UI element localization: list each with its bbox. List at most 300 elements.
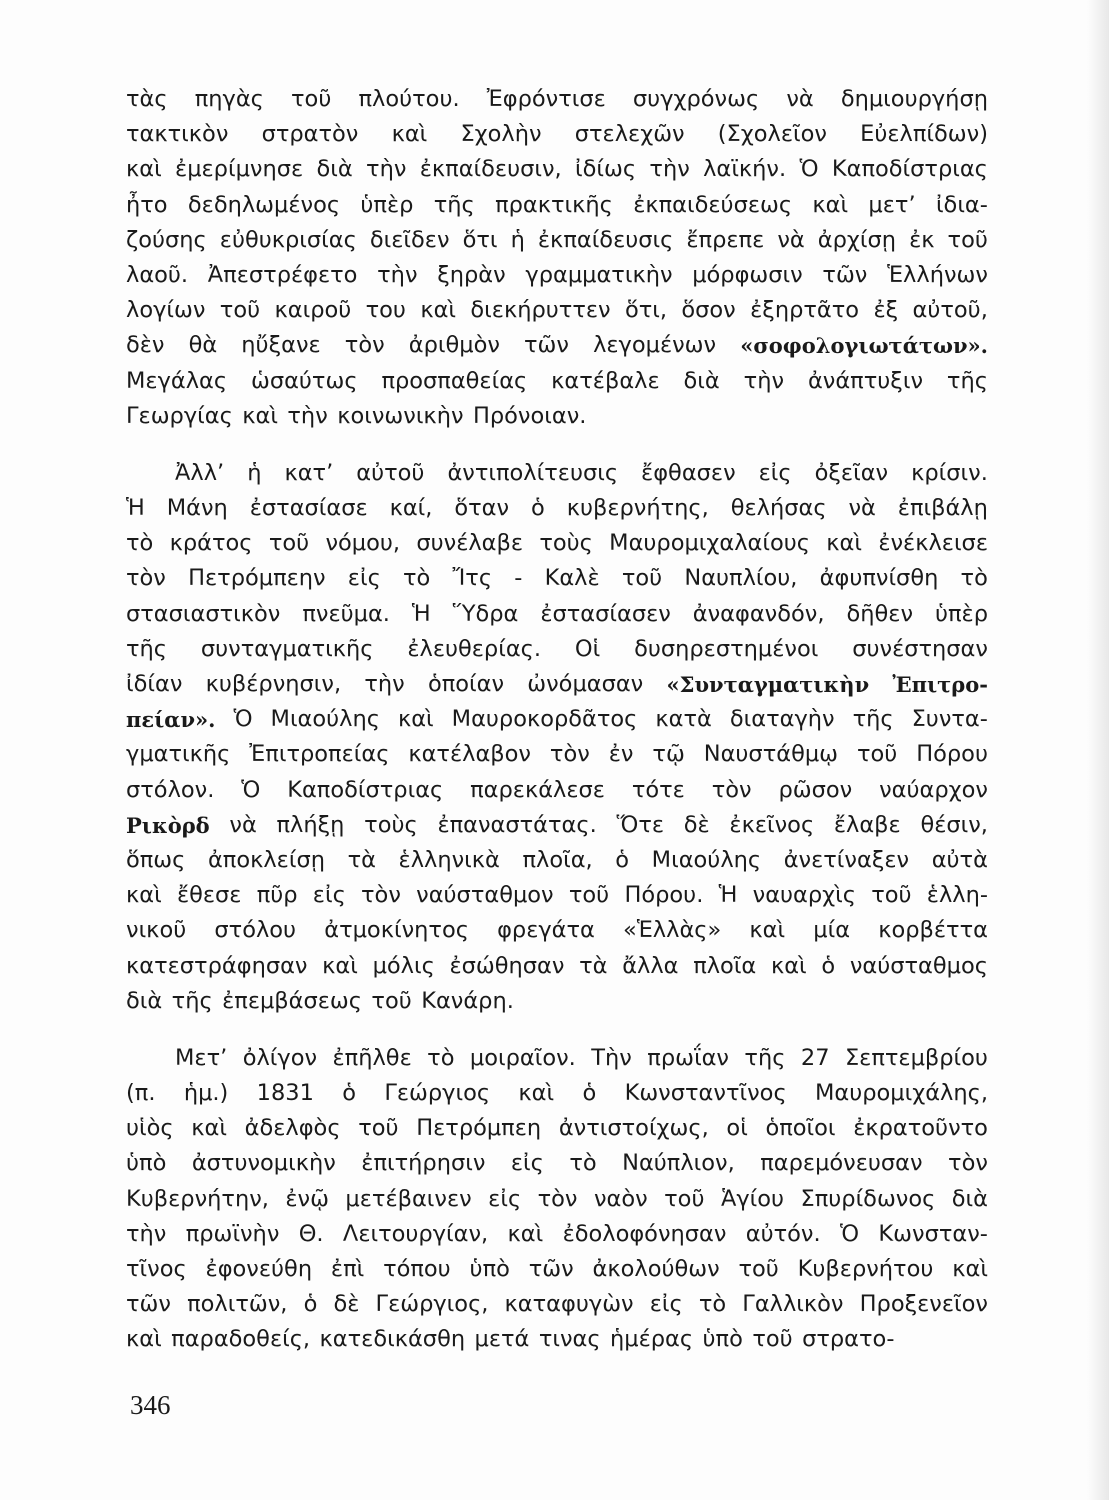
word: καὶ: [242, 402, 278, 429]
word: Ἡ: [126, 495, 145, 522]
word: κατὰ: [655, 706, 712, 733]
word: μόρφωσιν: [692, 261, 803, 288]
word: δημιουργήσῃ: [840, 86, 988, 112]
word: (π.: [126, 1080, 156, 1107]
word: τὸν: [711, 776, 752, 803]
word: ἐνέκλεισε: [878, 530, 988, 557]
word: ἀντιστοίχως,: [558, 1115, 709, 1142]
word: τὰ: [579, 952, 608, 979]
bold-word: Ρικὸρδ: [126, 812, 210, 838]
word: τῆς: [852, 706, 894, 733]
paragraph: [126, 1041, 988, 1358]
word: οἱ: [726, 1115, 748, 1142]
word: πρωΐαν: [647, 1044, 729, 1071]
word: αὐτόν.: [745, 1220, 821, 1247]
word: Ἀλλ’: [175, 459, 225, 486]
word: 27: [800, 1044, 830, 1071]
word: καί,: [389, 495, 433, 522]
word: μετέβαινεν: [345, 1185, 472, 1212]
bold-word: «Συνταγματικὴν: [666, 672, 870, 697]
word: ἐπιτήρησιν: [361, 1150, 486, 1177]
word: ἐξηρτᾶτο: [750, 297, 860, 324]
word: Γαλλικὸν: [742, 1291, 844, 1318]
word: Κυβερνήτην,: [126, 1185, 269, 1212]
word: λαϊκήν.: [703, 156, 787, 183]
word: «Ἑλλὰς»: [623, 917, 722, 944]
word: ἐν: [608, 741, 634, 768]
word: τῆς: [126, 635, 168, 662]
word: τὴν: [126, 1220, 167, 1247]
word: Ὁ: [233, 706, 253, 733]
word: τὸ: [126, 530, 154, 557]
word: Μάνη: [166, 495, 228, 522]
bold-word: πείαν».: [126, 707, 216, 733]
text-line: [126, 878, 988, 913]
word: ἐκρατοῦντο: [853, 1115, 988, 1142]
word: τὸν: [537, 1185, 578, 1212]
word: διεκήρυττεν: [470, 297, 611, 324]
word: λογίων: [126, 297, 206, 324]
word: Ἑλλήνων: [887, 261, 988, 288]
word: τὸν: [126, 565, 166, 592]
word: ἀνετίναξεν: [783, 846, 910, 873]
word: καὶ: [126, 156, 162, 183]
word: ἐκπαίδευσις: [537, 226, 674, 253]
word: πλοῖα,: [522, 846, 593, 873]
word: Προξενεῖον: [859, 1291, 988, 1318]
word: τὸν: [361, 882, 401, 909]
word: Μαυροκορδᾶτος: [451, 706, 638, 733]
word: τοῦ: [621, 565, 663, 592]
word: γματικῆς: [126, 741, 231, 768]
word: Καποδίστριας: [831, 156, 988, 183]
word: κράτος: [169, 530, 253, 557]
word: ηὔξανε: [241, 332, 321, 359]
word: αὐτὰ: [931, 846, 988, 873]
text-line: [126, 1076, 988, 1111]
word: ὀλίγον: [242, 1044, 318, 1071]
word: εἰς: [510, 1150, 544, 1177]
word: καὶ: [812, 191, 849, 218]
word: τὸ: [402, 565, 431, 592]
word: 1831: [256, 1080, 314, 1107]
word: ἐμερίμνησε: [175, 156, 304, 183]
word: τοῦ: [871, 882, 912, 909]
word: τῆς: [744, 1044, 786, 1071]
word: Πετρόμπεην: [188, 565, 326, 592]
text-line: [126, 399, 988, 434]
word: ναύσταθμον: [416, 882, 554, 909]
word: αὐτοῦ,: [912, 297, 988, 324]
word: μία: [813, 917, 851, 944]
word: δὲν: [126, 332, 165, 359]
text-line: [126, 667, 988, 702]
word: ναυαρχὶς: [752, 882, 856, 909]
word: τὰ: [347, 846, 376, 873]
text-line: [126, 702, 988, 737]
word: τὴν: [287, 402, 328, 429]
word: καιροῦ: [274, 297, 352, 324]
word: Ναυπλίου,: [684, 565, 798, 592]
word: Μιαούλης: [270, 706, 380, 733]
word: Σεπτεμβρίου: [844, 1044, 988, 1071]
word: ἀντιπολίτευσις: [447, 459, 619, 486]
word: ὁ: [531, 495, 545, 522]
word: συνέλαβε: [416, 530, 524, 557]
word: πλήξῃ: [276, 811, 345, 838]
word: υἱὸς: [126, 1115, 174, 1142]
word: Πόρου: [916, 741, 988, 768]
word: στόλου: [214, 917, 297, 944]
text-line: [126, 984, 988, 1019]
text-line: [126, 1217, 988, 1252]
word: ἀναφανδόν,: [692, 600, 825, 627]
word: τὸ: [569, 1150, 597, 1177]
word: εἰς: [758, 459, 792, 486]
word: τὴν: [377, 261, 418, 288]
word: ὁ: [615, 846, 630, 873]
word: κατέβαλε: [551, 367, 660, 394]
word: ὅπως: [126, 846, 186, 873]
word: κατ’: [284, 459, 334, 486]
word: στόλον.: [126, 776, 215, 803]
text-line: [126, 1287, 988, 1322]
word: αὐτοῦ: [356, 459, 425, 486]
word: γραμματικὴν: [525, 261, 673, 288]
text-line: [126, 328, 988, 363]
word: Σχολὴν: [460, 121, 542, 148]
word: Πετρόμπεη: [416, 1115, 542, 1142]
word: Ἐπιτροπείας: [249, 741, 390, 768]
word: -: [514, 565, 523, 592]
word: ἐκεῖνος: [729, 811, 815, 838]
word: Ὅτε: [616, 811, 665, 838]
word: μόλις: [372, 952, 435, 979]
word: Λειτουργίαν,: [342, 1220, 489, 1247]
word: ναύσταθμος: [849, 952, 988, 979]
word: τῶν: [528, 1256, 574, 1282]
word: τοὺς: [364, 811, 418, 838]
word: Ἡ: [718, 882, 738, 909]
word: ἐκπαίδευσιν,: [419, 156, 562, 183]
word: ἐπεμβάσεως: [222, 987, 362, 1014]
word: τῷ: [652, 741, 685, 768]
word: διὰ: [683, 367, 720, 394]
word: δυσηρεστημένοι: [634, 635, 819, 662]
word: τῆς: [433, 191, 475, 218]
word: τοῦ: [738, 1256, 779, 1282]
word: τοῦ: [947, 226, 988, 253]
word: πῦρ: [256, 882, 298, 909]
word: ἐσώθησαν: [449, 952, 565, 979]
word: τὸ: [960, 565, 988, 592]
word: Συντα-: [911, 706, 988, 733]
word: Εὐελπίδων): [860, 121, 988, 148]
word: καὶ: [126, 882, 162, 909]
word: ἐλευθερίας.: [407, 635, 542, 662]
word: ὁ: [303, 1291, 318, 1318]
word: καὶ: [749, 917, 786, 944]
word: ἐπὶ: [330, 1256, 365, 1282]
text-line: [126, 737, 988, 772]
word: ἑλληνικὰ: [398, 846, 500, 873]
word: ὅτι,: [624, 297, 668, 324]
word: ὁποίαν: [427, 671, 505, 697]
text-line: [126, 913, 988, 948]
text-line: [126, 258, 988, 293]
word: θέσιν,: [920, 811, 988, 838]
text-line: [126, 364, 988, 399]
word: παρεμόνευσαν: [760, 1150, 923, 1177]
word: διεῖδεν: [369, 226, 450, 253]
word: Γεώργιος: [384, 1080, 491, 1107]
word: τὸν: [344, 332, 385, 359]
word: ὁποῖοι: [765, 1115, 836, 1142]
word: στρατὸν: [261, 121, 359, 148]
word: ἀνάπτυξιν: [807, 367, 924, 394]
word: τὸ: [427, 1044, 455, 1071]
word: τὸ: [698, 1291, 727, 1318]
word: δῆθεν: [846, 600, 914, 627]
word: ὁ: [342, 1080, 357, 1107]
word: κατέλαβον: [408, 741, 531, 768]
text-line: [126, 526, 988, 561]
word: τῖνος: [126, 1256, 187, 1282]
word: ὑπὲρ: [360, 191, 414, 218]
word: τοῦ: [358, 1115, 399, 1142]
word: νὰ: [229, 811, 257, 838]
word: φρεγάτα: [497, 917, 595, 944]
word: ἡ: [247, 459, 262, 486]
word: Πόρου.: [624, 882, 704, 909]
word: ἑλλη-: [926, 882, 988, 909]
text-line: [126, 117, 988, 152]
word: συνταγματικῆς: [200, 635, 374, 662]
word: Ἀπεστρέφετο: [207, 261, 358, 288]
word: Κωνσταντῖνος: [624, 1080, 787, 1107]
word: Οἱ: [574, 635, 601, 662]
word: ἐφονεύθη: [205, 1256, 313, 1282]
word: Σπυρίδωνος: [800, 1185, 936, 1212]
word: διὰ: [316, 156, 353, 183]
word: Ὁ: [839, 1220, 860, 1247]
word: τὴν: [743, 367, 785, 394]
word: δὲ: [333, 1291, 360, 1318]
word: τῆς: [171, 987, 213, 1014]
word: ὡσαύτως: [250, 367, 358, 394]
word: τὸν: [549, 741, 590, 768]
word: ὑπὸ: [469, 1256, 510, 1282]
word: τότε: [631, 776, 685, 803]
word: ἦτο: [126, 191, 168, 218]
word: ὅσον: [681, 297, 736, 324]
word: καὶ: [952, 1256, 988, 1282]
bold-word: Ἐπιτρο-: [892, 672, 988, 697]
word: τοῦ: [752, 1326, 793, 1353]
word: θελήσας: [730, 495, 827, 522]
word: ἔπρεπε: [686, 226, 765, 253]
word: ἐπιβάλῃ: [897, 495, 988, 522]
text-line: [126, 188, 988, 223]
word: νόμου,: [325, 530, 401, 557]
word: κατεστράφησαν: [126, 952, 308, 979]
word: ἰδια-: [935, 191, 988, 218]
word: δὲ: [683, 811, 710, 838]
word: τοῦ: [568, 882, 610, 909]
word: τοῦ: [291, 86, 332, 112]
word: στρατο-: [802, 1326, 895, 1353]
word: ὅτι: [462, 226, 498, 253]
word: ὠνόμασαν: [527, 671, 644, 697]
word: ρῶσον: [778, 776, 853, 803]
word: ἀποκλείσῃ: [207, 846, 325, 873]
word: ἀστυνομικὴν: [191, 1150, 336, 1177]
word: ὅταν: [454, 495, 510, 522]
word: μετά: [474, 1326, 530, 1353]
text-line: [126, 949, 988, 984]
word: δεδηλωμένος: [187, 191, 341, 218]
word: τόπου: [383, 1256, 451, 1282]
word: Μεγάλας: [126, 367, 228, 394]
word: Κανάρη.: [421, 987, 514, 1014]
word: ἀκολούθων: [592, 1256, 720, 1282]
word: προσπαθείας: [381, 367, 528, 394]
word: ἀρχίσῃ: [817, 226, 897, 253]
word: τοῦ: [856, 741, 898, 768]
text-line: [126, 561, 988, 596]
word: τῶν: [126, 1291, 171, 1318]
word: Τὴν: [591, 1044, 632, 1071]
word: κοινωνικὴν: [337, 402, 464, 429]
text-line: [126, 456, 988, 491]
word: τὸν: [948, 1150, 988, 1177]
word: ἔφθασεν: [641, 459, 736, 486]
word: ἡμέρας: [610, 1326, 694, 1353]
word: τὴν: [366, 156, 407, 183]
word: καὶ: [391, 121, 428, 148]
word: Ἁγίου: [720, 1185, 785, 1212]
word: ἀτμοκίνητος: [324, 917, 469, 944]
word: κορβέττα: [878, 917, 988, 944]
text-line: [126, 1322, 988, 1357]
text-line: [126, 1146, 988, 1181]
word: πλοῖα: [693, 952, 757, 979]
word: Κωνσταν-: [878, 1220, 988, 1247]
word: ἐπῆλθε: [332, 1044, 412, 1071]
word: στασιαστικὸν: [126, 600, 281, 627]
word: Ὕδρα: [452, 600, 519, 627]
word: μοιραῖον.: [469, 1044, 576, 1071]
word: διὰ: [126, 987, 163, 1014]
word: στελεχῶν: [574, 121, 685, 148]
word: παραδοθείς,: [171, 1326, 311, 1353]
word: ὀξεῖαν: [814, 459, 889, 486]
word: τοὺς: [539, 530, 593, 557]
word: τοῦ: [219, 297, 261, 324]
word: ὑπὲρ: [934, 600, 988, 627]
word: τακτικὸν: [126, 121, 229, 148]
text-line: [126, 1111, 988, 1146]
body-text: [126, 82, 988, 1358]
page-number: 346: [130, 1390, 171, 1420]
word: Ὁ: [241, 776, 261, 803]
word: ἔλαβε: [833, 811, 901, 838]
word: Μαυρομιχάλης,: [814, 1080, 988, 1107]
word: ἐπαναστάτας.: [437, 811, 597, 838]
word: Ἴτς: [452, 565, 493, 592]
word: εἰς: [649, 1291, 683, 1318]
bold-word: «σοφολογιωτάτων».: [740, 333, 988, 359]
word: Μιαούλης: [651, 846, 762, 873]
text-line: [126, 808, 988, 843]
word: ἐξ: [873, 297, 899, 324]
word: ἐδολοφόνησαν: [562, 1220, 727, 1247]
word: τινας: [538, 1326, 601, 1353]
word: πρακτικῆς: [495, 191, 613, 218]
word: ἰδίως: [575, 156, 637, 183]
word: θὰ: [188, 332, 218, 359]
page-edge-shadow: [1087, 0, 1109, 1500]
word: καὶ: [397, 706, 434, 733]
word: πνεῦμα.: [302, 600, 390, 627]
text-line: [126, 843, 988, 878]
word: Ἡ: [411, 600, 431, 627]
word: Γεώργιος,: [375, 1291, 489, 1318]
word: καὶ: [420, 297, 457, 324]
text-line: [126, 82, 988, 117]
word: κρίσιν.: [911, 459, 988, 486]
word: Γεωργίας: [126, 402, 233, 429]
word: εἰς: [312, 882, 346, 909]
word: ἰδίαν: [126, 671, 183, 697]
word: ἐστασίασε: [249, 495, 368, 522]
word: ἐνῷ: [285, 1185, 329, 1212]
word: Μετ’: [175, 1044, 228, 1071]
word: νικοῦ: [126, 917, 187, 944]
word: ὁ: [582, 1080, 597, 1107]
word: ἀριθμὸν: [408, 332, 500, 359]
word: Ἐφρόντισε: [486, 86, 606, 112]
word: εὐθυκρισίας: [219, 226, 357, 253]
paragraph-gap: [126, 434, 988, 456]
word: τὰς: [126, 86, 168, 112]
word: Ὁ: [799, 156, 819, 183]
text-line: [126, 1252, 988, 1287]
word: τοῦ: [371, 987, 412, 1014]
word: διὰ: [951, 1185, 988, 1212]
word: τοῦ: [664, 1185, 705, 1212]
word: ὑπὸ: [702, 1326, 743, 1353]
word: ὁ: [821, 952, 836, 979]
word: ὑπὸ: [126, 1150, 167, 1177]
paragraph: [126, 456, 988, 1019]
word: ξηρὰν: [437, 261, 506, 288]
text-line: [126, 597, 988, 632]
word: ἡ: [510, 226, 525, 253]
paragraph: [126, 82, 988, 434]
word: εἰς: [488, 1185, 522, 1212]
word: ἐστασίασεν: [540, 600, 671, 627]
word: πρωϊνὴν: [185, 1220, 280, 1247]
word: νὰ: [777, 226, 805, 253]
text-line: [126, 773, 988, 808]
word: εἰς: [347, 565, 381, 592]
word: τοῦ: [268, 530, 310, 557]
text-line: [126, 293, 988, 328]
word: παρεκάλεσε: [470, 776, 605, 803]
word: ζούσης: [126, 226, 207, 253]
word: καταφυγὼν: [504, 1291, 634, 1318]
